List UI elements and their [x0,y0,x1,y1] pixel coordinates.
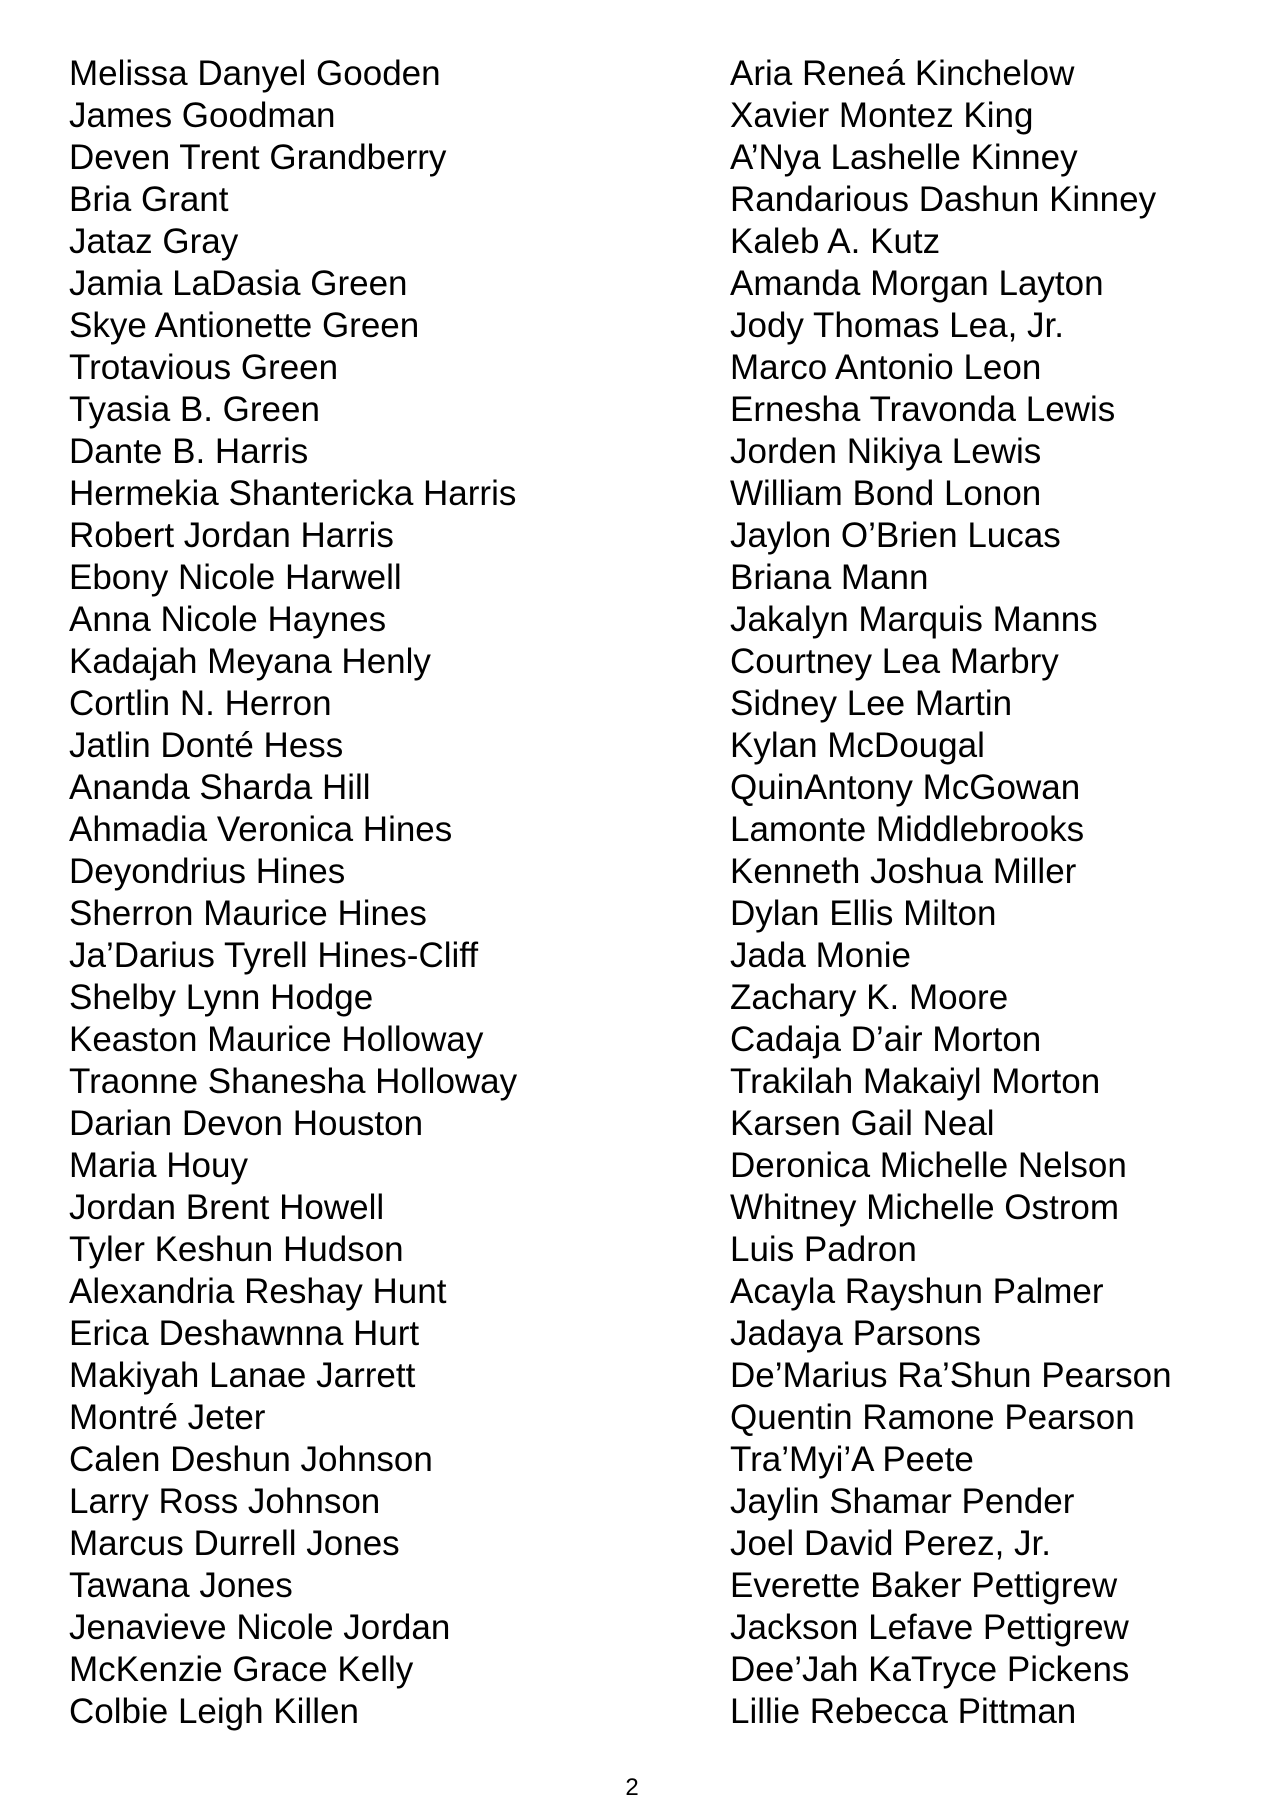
name-entry: Acayla Rayshun Palmer [730,1272,1104,1311]
name-entry: Kylan McDougal [730,726,985,765]
name-entry: Kaleb A. Kutz [730,222,941,261]
name-entry: Aria Reneá Kinchelow [730,54,1075,93]
name-entry: Anna Nicole Haynes [69,600,387,639]
name-entry: A’Nya Lashelle Kinney [730,138,1078,177]
name-entry: Whitney Michelle Ostrom [730,1188,1119,1227]
name-entry: Erica Deshawnna Hurt [69,1314,420,1353]
name-entry: Sherron Maurice Hines [69,894,427,933]
name-entry: Ernesha Travonda Lewis [730,390,1116,429]
name-entry: Jaylon O’Brien Lucas [730,516,1061,555]
name-entry: Jada Monie [730,936,911,975]
name-entry: Deven Trent Grandberry [69,138,447,177]
name-entry: Montré Jeter [69,1398,266,1437]
name-entry: Jackson Lefave Pettigrew [730,1608,1129,1647]
name-entry: Melissa Danyel Gooden [69,54,441,93]
name-entry: Briana Mann [730,558,929,597]
name-entry: Keaston Maurice Holloway [69,1020,484,1059]
name-entry: Bria Grant [69,180,229,219]
name-entry: Sidney Lee Martin [730,684,1013,723]
name-entry: Shelby Lynn Hodge [69,978,374,1017]
name-entry: Robert Jordan Harris [69,516,394,555]
name-entry: Skye Antionette Green [69,306,420,345]
name-entry: Jatlin Donté Hess [69,726,344,765]
name-entry: Deyondrius Hines [69,852,346,891]
name-entry: Trotavious Green [69,348,339,387]
name-entry: Trakilah Makaiyl Morton [730,1062,1101,1101]
name-entry: William Bond Lonon [730,474,1042,513]
name-entry: Traonne Shanesha Holloway [69,1062,518,1101]
name-entry: Ananda Sharda Hill [69,768,371,807]
name-entry: Luis Padron [730,1230,917,1269]
name-entry: Jadaya Parsons [730,1314,981,1353]
name-entry: Marcus Durrell Jones [69,1524,400,1563]
name-entry: Randarious Dashun Kinney [730,180,1157,219]
page-number: 2 [625,1774,639,1801]
name-entry: Dee’Jah KaTryce Pickens [730,1650,1130,1689]
name-entry: Cadaja D’air Morton [730,1020,1042,1059]
name-entry: Jenavieve Nicole Jordan [69,1608,451,1647]
name-entry: Karsen Gail Neal [730,1104,995,1143]
name-entry: Amanda Morgan Layton [730,264,1104,303]
name-entry: James Goodman [69,96,336,135]
name-entry: Quentin Ramone Pearson [730,1398,1135,1437]
name-entry: Xavier Montez King [730,96,1034,135]
name-entry: Kadajah Meyana Henly [69,642,431,681]
name-entry: QuinAntony McGowan [730,768,1081,807]
name-entry: Calen Deshun Johnson [69,1440,433,1479]
name-entry: Tyasia B. Green [69,390,320,429]
name-entry: Darian Devon Houston [69,1104,424,1143]
name-entry: McKenzie Grace Kelly [69,1650,414,1689]
name-entry: Jordan Brent Howell [69,1188,385,1227]
name-entry: Jakalyn Marquis Manns [730,600,1098,639]
name-entry: Deronica Michelle Nelson [730,1146,1127,1185]
name-entry: Colbie Leigh Killen [69,1692,359,1731]
name-entry: Jamia LaDasia Green [69,264,408,303]
name-entry: Ebony Nicole Harwell [69,558,402,597]
name-entry: Tawana Jones [69,1566,293,1605]
names-column-left [69,53,517,1733]
name-entry: Jaylin Shamar Pender [730,1482,1075,1521]
name-entry: Kenneth Joshua Miller [730,852,1077,891]
name-entry: Ja’Darius Tyrell Hines-Cliff [69,936,479,975]
name-entry: Joel David Perez, Jr. [730,1524,1051,1563]
name-entry: Hermekia Shantericka Harris [69,474,517,513]
name-entry: Maria Houy [69,1146,248,1185]
name-entry: Jody Thomas Lea, Jr. [730,306,1064,345]
name-entry: Alexandria Reshay Hunt [69,1272,447,1311]
name-entry: Tyler Keshun Hudson [69,1230,404,1269]
name-entry: Jorden Nikiya Lewis [730,432,1042,471]
name-entry: Ahmadia Veronica Hines [69,810,453,849]
name-entry: Cortlin N. Herron [69,684,332,723]
name-entry: De’Marius Ra’Shun Pearson [730,1356,1172,1395]
name-entry: Zachary K. Moore [730,978,1009,1017]
name-entry: Dante B. Harris [69,432,309,471]
name-entry: Lamonte Middlebrooks [730,810,1085,849]
name-entry: Everette Baker Pettigrew [730,1566,1118,1605]
name-entry: Dylan Ellis Milton [730,894,997,933]
name-entry: Courtney Lea Marbry [730,642,1059,681]
name-entry: Marco Antonio Leon [730,348,1042,387]
name-entry: Makiyah Lanae Jarrett [69,1356,416,1395]
name-entry: Lillie Rebecca Pittman [730,1692,1077,1731]
names-column-right [730,53,1172,1733]
name-entry: Tra’Myi’A Peete [730,1440,974,1479]
name-entry: Larry Ross Johnson [69,1482,381,1521]
name-entry: Jataz Gray [69,222,239,261]
